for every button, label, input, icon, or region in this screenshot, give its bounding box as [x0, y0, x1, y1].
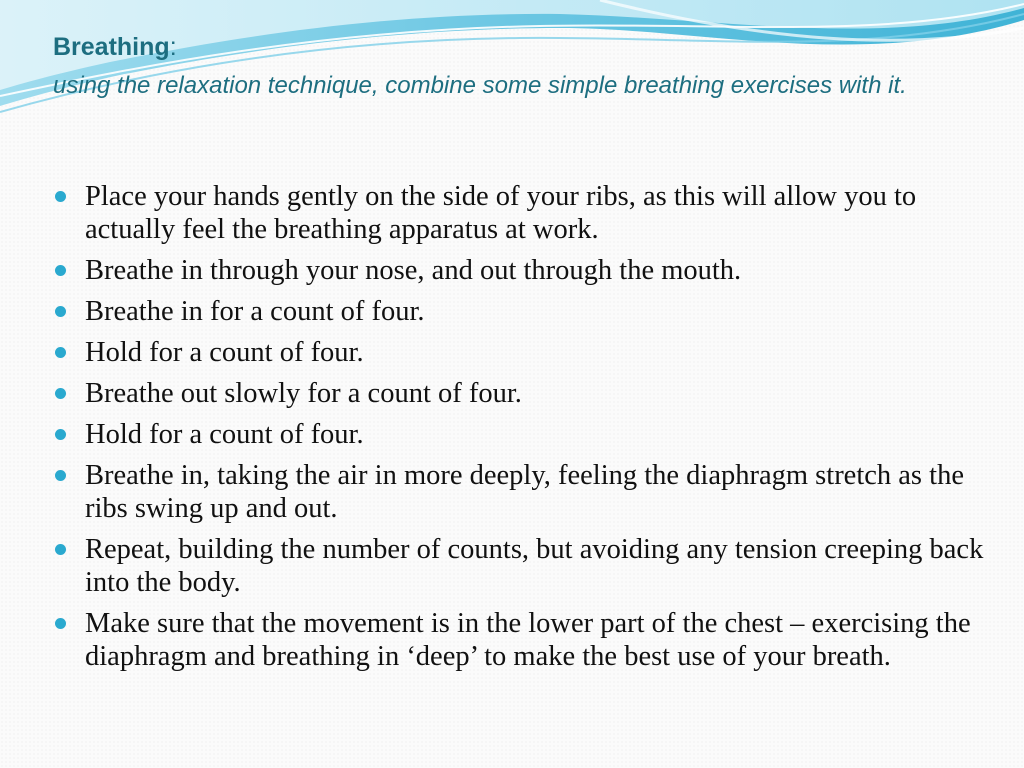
list-item [53, 295, 993, 328]
list-item-text: Place your hands gently on the side of your ribs, as this will allow you to actually feel the breathing apparatus at work. [85, 181, 917, 245]
list-item [53, 459, 993, 525]
bullet-dot-icon [55, 618, 66, 629]
list-item-text: Breathe in, taking the air in more deeply, feeling the diaphragm stretch as the ribs swing up and out. [85, 460, 964, 524]
list-item-text: Breathe in for a count of four. [85, 296, 425, 327]
title-colon: : [169, 33, 177, 61]
slide-subtitle: using the relaxation technique, combine some simple breathing exercises with it. [53, 72, 907, 99]
list-item [53, 533, 993, 599]
list-item-text: Make sure that the movement is in the lower part of the chest – exercising the diaphragm and breathing in ‘deep’ to make the best use of your breath. [85, 608, 971, 672]
title-bold-text: Breathing [53, 33, 170, 61]
bullet-dot-icon [55, 306, 66, 317]
slide-title [53, 30, 993, 64]
list-item [53, 377, 993, 410]
bullet-dot-icon [55, 191, 66, 202]
list-item [53, 336, 993, 369]
bullet-dot-icon [55, 470, 66, 481]
list-item [53, 418, 993, 451]
list-item-text: Breathe out slowly for a count of four. [85, 378, 522, 409]
list-item-text: Breathe in through your nose, and out through the mouth. [85, 255, 742, 286]
title-block [53, 30, 993, 104]
list-item [53, 607, 993, 673]
list-item [53, 180, 993, 246]
bullet-dot-icon [55, 429, 66, 440]
bullet-dot-icon [55, 388, 66, 399]
bullet-list [53, 180, 993, 681]
list-item-text: Hold for a count of four. [85, 419, 364, 450]
bullet-dot-icon [55, 347, 66, 358]
list-item-text: Hold for a count of four. [85, 337, 364, 368]
bullet-dot-icon [55, 265, 66, 276]
list-item-text: Repeat, building the number of counts, but avoiding any tension creeping back into the body. [85, 534, 984, 598]
bullet-dot-icon [55, 544, 66, 555]
list-item [53, 254, 993, 287]
